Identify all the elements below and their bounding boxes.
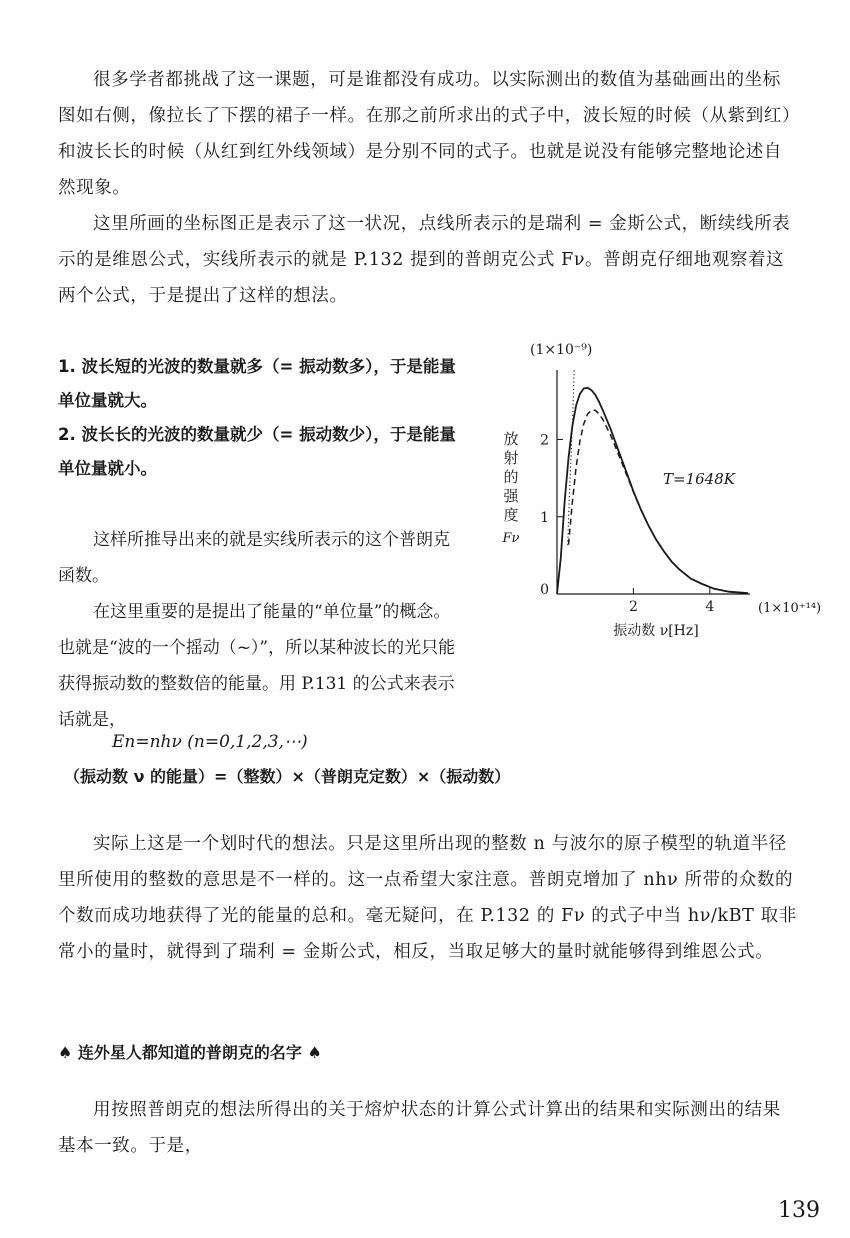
paragraph-1: 很多学者都挑战了这一课题，可是谁都没有成功。以实际测出的数值为基础画出的坐标图如右侧，像拉长了下摆的裙子一样。在那之前所求出的式子中，波长短的时候（从紫到红）和波长长的时候（从红到红外线领域）是分别不同的式子。也就是说没有能够完整地论述自然现象。 xyxy=(58,70,792,198)
paragraph-3: 这样所推导出来的就是实线所表示的这个普朗克函数。 xyxy=(58,530,450,586)
y-multiplier: (1×10⁻⁹) xyxy=(530,342,593,358)
point-2: 2. 波长长的光波的数量就少（= 振动数少），于是能量单位量就小。 xyxy=(58,425,456,478)
paragraph-6: 用按照普朗克的想法所得出的关于熔炉状态的计算公式计算出的结果和实际测出的结果基本一致。于是， xyxy=(58,1100,781,1156)
planck-spectrum-chart xyxy=(488,332,828,652)
section-heading: ♠ 连外星人都知道的普朗克的名字 ♠ xyxy=(58,1043,322,1062)
paragraph-2: 这里所画的坐标图正是表示了这一状况，点线所表示的是瑞利 = 金斯公式，断续线所表示的是维恩公式，实线所表示的就是 P.132 提到的普朗克公式 Fν。普朗克仔细地观察着这两个公式，于是提出了这样的想法。 xyxy=(58,214,791,306)
paragraph-4: 在这里重要的是提出了能量的“单位量”的概念。也就是“波的一个摇动（~）”，所以某种波长的光只能获得振动数的整数倍的能量。用 P.131 的公式来表示话就是， xyxy=(58,602,456,730)
x-axis-label: 振动数 ν[Hz] xyxy=(613,623,699,639)
planck-curve-solid xyxy=(557,388,748,594)
wien-curve-dashed xyxy=(569,410,749,593)
y-tick-label: 1 xyxy=(540,509,549,526)
energy-formula: En=nhν (n=0,1,2,3,⋯) xyxy=(112,732,308,752)
y-axis-symbol: Fν xyxy=(502,531,520,546)
y-tick-label: 2 xyxy=(540,432,549,449)
page-number: 139 xyxy=(778,1198,820,1223)
point-1: 1. 波长短的光波的数量就多（= 振动数多），于是能量单位量就大。 xyxy=(58,357,456,410)
x-tick-label: 2 xyxy=(628,599,638,615)
x-tick-label: 4 xyxy=(705,599,715,615)
paragraph-5: 实际上这是一个划时代的想法。只是这里所出现的整数 n 与波尔的原子模型的轨道半径里所使用的整数的意思是不一样的。这一点希望大家注意。普朗克增加了 nhν 所带的众数的个数而成功地获得了光的能量的总和。毫无疑问，在 P.132 的 Fν 的式子中当 hν/kBT 取非常小的量时，就得到了瑞利 = 金斯公式，相反，当取足够大的量时就能够得到维恩公式。 xyxy=(58,834,797,962)
temperature-annotation: T=1648K xyxy=(663,470,735,488)
x-multiplier: (1×10⁺¹⁴) xyxy=(758,601,822,616)
y-axis-label: 放射的强度 xyxy=(503,430,519,524)
y-tick-label: 0 xyxy=(540,582,549,598)
formula-explanation: （振动数 ν 的能量）=（整数）×（普朗克定数）×（振动数） xyxy=(64,767,511,786)
